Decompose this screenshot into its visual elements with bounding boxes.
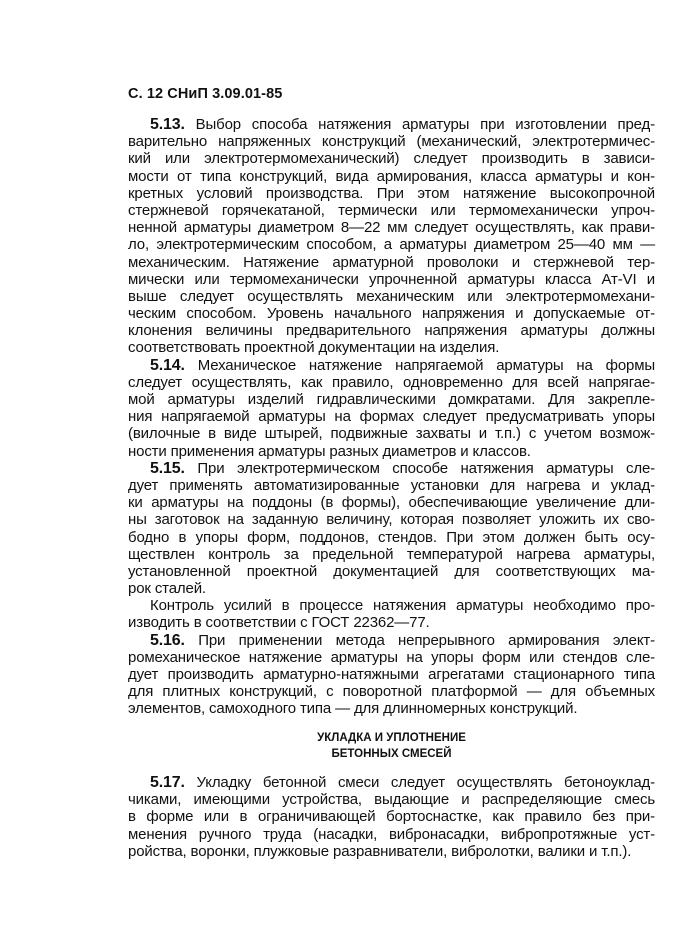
line-text: кий или электротермомеханический) следует производить в зависи- (128, 150, 655, 168)
section-heading (128, 730, 655, 762)
text-line (128, 826, 655, 843)
paragraph (128, 597, 655, 631)
text-line (128, 219, 655, 236)
text-line (128, 202, 655, 219)
line-text: При электротермическом способе натяжения арматуры сле- (197, 459, 655, 477)
section-heading-line-1: УКЛАДКА И УПЛОТНЕНИЕ (317, 732, 466, 744)
line-text: варительно напряженных конструкций (механический, электротермичес- (128, 133, 655, 151)
text-line (128, 271, 655, 288)
line-text: Выбор способа натяжения арматуры при изготовлении пред- (195, 116, 655, 133)
line-text: ромеханическое натяжение арматуры на упоры форм или стендов сле- (128, 648, 655, 666)
text-line (128, 477, 655, 494)
line-text: механическим. Натяжение арматурной проволоки и стержневой тер- (128, 253, 655, 271)
text-line (128, 391, 655, 408)
text-line (128, 546, 655, 563)
page-header: С. 12 СНиП 3.09.01-85 (128, 86, 283, 102)
line-text: следует осуществлять, как правило, одновременно для всей напрягае- (128, 373, 655, 391)
line-text: менения ручного труда (насадки, вибронасадки, вибропротяжные уст- (128, 825, 655, 843)
line-text: (вилочные в виде штырей, подвижные захваты и т.п.) с учетом возмож- (128, 425, 655, 443)
line-text: ны заготовок на заданную величину, которая позволяет уложить их сво- (128, 511, 655, 529)
clause-number: 5.13. (150, 116, 185, 133)
paragraph (128, 632, 655, 718)
text-line (128, 597, 655, 614)
clause-number: 5.15. (150, 459, 185, 477)
line-text: для плитных конструкций, с поворотной платформой — для объемных (128, 683, 655, 701)
line-text: изводить в соответствии с ГОСТ 22362—77. (128, 614, 430, 632)
text-line (128, 666, 655, 683)
text-line (128, 808, 655, 825)
line-text: ки арматуры на поддоны (в формы), обеспечивающие увеличение дли- (128, 494, 655, 512)
text-line (128, 460, 655, 477)
text-line (128, 288, 655, 305)
line-text: ности применения арматуры разных диаметров и классов. (128, 442, 531, 460)
body-text-main (128, 116, 655, 718)
line-text: дует производить арматурно-натяжными агрегатами стационарного типа (128, 666, 655, 683)
line-text: чиками, имеющими устройства, выдающие и распределяющие смесь (128, 791, 655, 809)
text-line (128, 700, 655, 717)
clause-number: 5.17. (150, 774, 185, 791)
line-text: ческим способом. Уровень начального напряжения и допускаемые от- (128, 305, 655, 323)
line-text: мости от типа конструкций, вида армирования, класса арматуры и кон- (128, 167, 655, 185)
line-text: ройства, воронки, плужковые разравниватели, вибролотки, валики и т.п.). (128, 842, 632, 860)
text-line (128, 580, 655, 597)
text-line (128, 649, 655, 666)
clause-number: 5.14. (150, 356, 185, 374)
text-line (128, 683, 655, 700)
line-text: выше следует осуществлять механическим или электротермомехани- (128, 287, 655, 305)
text-line (128, 563, 655, 580)
text-line (128, 374, 655, 391)
line-text: ло, электротермическим способом, а арматуры диаметром 25—40 мм — (128, 236, 655, 254)
text-line (128, 494, 655, 511)
text-line (128, 511, 655, 528)
text-line (128, 529, 655, 546)
line-text: Контроль усилий в процессе натяжения арматуры необходимо про- (150, 597, 655, 615)
paragraph (128, 357, 655, 460)
section-heading-line-2: БЕТОННЫХ СМЕСЕЙ (331, 748, 452, 760)
text-line (128, 357, 655, 374)
line-text: установленной проектной документацией для соответствующих ма- (128, 562, 655, 580)
text-line (128, 133, 655, 150)
line-text: ненной арматуры диаметром 8—22 мм следует осуществлять, как прави- (128, 219, 655, 237)
line-text: ния напрягаемой арматуры на формах следует предусматривать упоры (128, 408, 655, 426)
line-text: рок сталей. (128, 580, 206, 598)
line-text: мически или термомеханически упрочненной арматуры класса Ат-VI и (128, 270, 655, 288)
line-text: бодно в упоры форм, поддонов, стендов. При этом должен быть осу- (128, 528, 655, 546)
paragraph (128, 116, 655, 357)
text-line (128, 168, 655, 185)
paragraph (128, 774, 655, 860)
text-line (128, 339, 655, 356)
line-text: При применении метода непрерывного армирования элект- (198, 631, 655, 649)
text-line (128, 843, 655, 860)
paragraph (128, 460, 655, 598)
text-line (128, 791, 655, 808)
line-text: кретных условий производства. При этом натяжение высокопрочной (128, 184, 655, 202)
line-text: дует применять автоматизированные установки для нагрева и уклад- (128, 476, 655, 494)
text-line (128, 443, 655, 460)
line-text: в форме или в ограничивающей бортоснастке, как правило без при- (128, 808, 655, 826)
line-text: ществлен контроль за предельной температурой нагрева арматуры, (128, 545, 655, 563)
line-text: клонения величины предварительного напряжения арматуры должны (128, 322, 655, 340)
line-text: мой арматуры изделий гидравлическими домкратами. Для закрепле- (128, 391, 655, 408)
text-line (128, 254, 655, 271)
line-text: соответствовать проектной документации на изделия. (128, 339, 500, 357)
text-line (128, 322, 655, 339)
text-line (128, 632, 655, 649)
text-line (128, 305, 655, 322)
line-text: Укладку бетонной смеси следует осуществлять бетоноуклад- (196, 774, 655, 791)
text-line (128, 150, 655, 167)
body-text-section (128, 774, 655, 860)
text-line (128, 425, 655, 442)
text-line (128, 774, 655, 791)
line-text: стержневой горячекатаной, термически или термомеханически упроч- (128, 201, 655, 219)
line-text: Механическое натяжение напрягаемой арматуры на формы (197, 356, 655, 374)
clause-number: 5.16. (150, 631, 185, 649)
text-line (128, 408, 655, 425)
text-line (128, 236, 655, 253)
text-line (128, 614, 655, 631)
line-text: элементов, самоходного типа — для длинномерных конструкций. (128, 700, 578, 718)
text-line (128, 116, 655, 133)
text-line (128, 185, 655, 202)
